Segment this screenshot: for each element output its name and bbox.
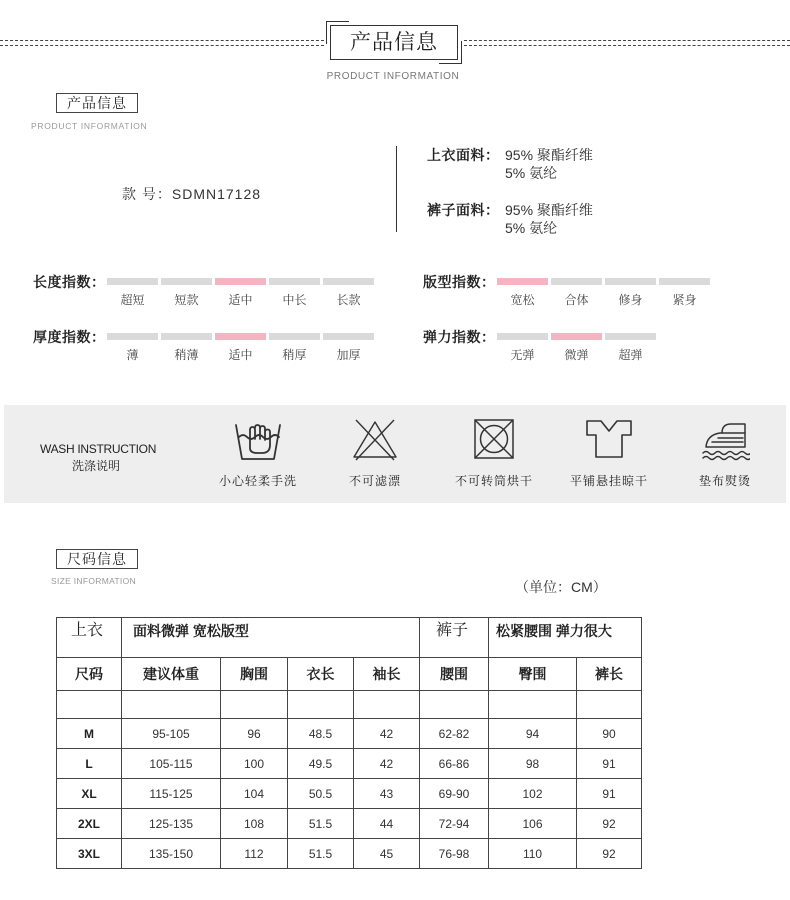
table-cell: 91 <box>577 779 642 809</box>
index-segment <box>497 333 548 340</box>
fabric-label: 裤子面料： <box>427 202 500 218</box>
wash-item-no-tumble-dry <box>439 416 549 496</box>
index-option-label: 适中 <box>228 348 253 362</box>
index-segment <box>323 278 374 285</box>
thickness-index-bar <box>107 333 374 340</box>
table-cell: 50.5 <box>288 779 354 809</box>
fabric-composition: 5% 氨纶 <box>505 165 558 181</box>
table-row-blank <box>57 691 642 719</box>
table-cell: 105-115 <box>122 749 221 779</box>
table-cell: 94 <box>489 719 577 749</box>
product-section-label: 产品信息 <box>56 93 138 113</box>
elasticity-index-options <box>497 348 656 362</box>
table-cell: 108 <box>221 809 288 839</box>
fit-index-options <box>497 293 710 307</box>
index-option-label: 宽松 <box>510 293 535 307</box>
column-header: 臀围 <box>489 658 577 691</box>
table-cell: 66-86 <box>420 749 489 779</box>
wash-item-iron-with-cloth <box>670 416 780 496</box>
style-number-label: 款 号： <box>122 186 172 202</box>
index-segment <box>107 333 158 340</box>
table-row <box>57 719 642 749</box>
table-cell: 51.5 <box>288 839 354 869</box>
do-not-bleach-icon <box>350 416 400 462</box>
index-segment-selected <box>551 333 602 340</box>
index-segment <box>605 333 656 340</box>
size-table <box>56 617 642 869</box>
elasticity-index <box>423 329 768 365</box>
length-index <box>33 274 378 310</box>
wash-item-no-bleach <box>320 416 430 496</box>
length-index-label: 长度指数： <box>33 274 106 290</box>
size-cell: 3XL <box>57 839 122 869</box>
wash-item-flat-hang-dry <box>554 416 664 496</box>
table-cell-empty <box>354 691 420 719</box>
header-dashed-line <box>0 45 324 46</box>
hand-wash-icon <box>233 416 283 462</box>
wash-label: 垫布熨烫 <box>698 474 751 488</box>
fit-index-bar <box>497 278 710 285</box>
table-row <box>57 779 642 809</box>
product-section-sublabel: PRODUCT INFORMATION <box>31 121 148 131</box>
index-segment <box>269 278 320 285</box>
table-row <box>57 839 642 869</box>
table-cell: 110 <box>489 839 577 869</box>
table-cell: 43 <box>354 779 420 809</box>
size-cell: M <box>57 719 122 749</box>
table-cell-empty <box>221 691 288 719</box>
page-title: 产品信息 <box>330 25 458 60</box>
fit-index-label: 版型指数： <box>423 274 496 290</box>
wash-label: 不可滤漂 <box>348 474 401 488</box>
index-option-label: 紧身 <box>672 293 697 307</box>
table-cell: 104 <box>221 779 288 809</box>
column-header: 袖长 <box>354 658 420 691</box>
header-dashed-line <box>464 40 790 41</box>
group-header-pants: 裤子 <box>420 618 489 658</box>
table-header-row <box>57 658 642 691</box>
index-segment <box>269 333 320 340</box>
table-cell: 76-98 <box>420 839 489 869</box>
table-cell: 92 <box>577 839 642 869</box>
index-option-label: 短款 <box>174 293 199 307</box>
size-cell: 2XL <box>57 809 122 839</box>
table-cell: 112 <box>221 839 288 869</box>
table-cell: 42 <box>354 749 420 779</box>
column-header: 建议体重 <box>122 658 221 691</box>
table-cell-empty <box>57 691 122 719</box>
table-cell-empty <box>420 691 489 719</box>
wash-title: WASH INSTRUCTION <box>40 442 157 456</box>
table-cell: 44 <box>354 809 420 839</box>
pants-fabric <box>427 201 647 237</box>
index-option-label: 稍薄 <box>174 348 199 362</box>
table-cell: 106 <box>489 809 577 839</box>
size-cell: XL <box>57 779 122 809</box>
table-cell: 42 <box>354 719 420 749</box>
table-cell: 125-135 <box>122 809 221 839</box>
table-cell: 91 <box>577 749 642 779</box>
group-header-pants-note: 松紧腰围 弹力很大 <box>489 618 642 658</box>
index-segment-selected <box>215 278 266 285</box>
thickness-index-options <box>107 348 374 362</box>
column-header: 裤长 <box>577 658 642 691</box>
size-section-label: 尺码信息 <box>56 549 138 569</box>
style-number-value: SDMN17128 <box>171 186 262 202</box>
fabric-label: 上衣面料： <box>427 147 500 163</box>
table-cell: 51.5 <box>288 809 354 839</box>
table-cell: 49.5 <box>288 749 354 779</box>
index-option-label: 稍厚 <box>282 348 307 362</box>
index-option-label: 微弹 <box>564 348 589 362</box>
header-dashed-line <box>0 40 324 41</box>
elasticity-index-label: 弹力指数： <box>423 329 496 345</box>
index-option-label: 超短 <box>120 293 145 307</box>
index-option-label: 加厚 <box>336 348 361 362</box>
table-cell-empty <box>122 691 221 719</box>
index-segment <box>605 278 656 285</box>
table-cell: 98 <box>489 749 577 779</box>
column-header: 胸围 <box>221 658 288 691</box>
column-header: 衣长 <box>288 658 354 691</box>
top-fabric <box>427 146 647 182</box>
wash-label: 不可转筒烘干 <box>454 474 533 488</box>
group-header-top: 上衣 <box>57 618 122 658</box>
table-cell: 62-82 <box>420 719 489 749</box>
table-cell: 69-90 <box>420 779 489 809</box>
index-segment-selected <box>497 278 548 285</box>
wash-instruction-panel <box>4 405 786 503</box>
fabric-composition: 5% 氨纶 <box>505 220 558 236</box>
table-cell: 135-150 <box>122 839 221 869</box>
style-number <box>122 186 261 202</box>
table-group-header-row <box>57 618 642 658</box>
index-segment <box>551 278 602 285</box>
page-subtitle: PRODUCT INFORMATION <box>326 71 460 82</box>
index-segment <box>161 333 212 340</box>
index-option-label: 无弹 <box>510 348 535 362</box>
table-cell: 115-125 <box>122 779 221 809</box>
group-header-top-note: 面料微弹 宽松版型 <box>122 618 420 658</box>
wash-label: 平铺悬挂晾干 <box>569 474 648 488</box>
do-not-tumble-dry-icon <box>469 416 519 462</box>
fit-index <box>423 274 768 310</box>
thickness-index <box>33 329 378 365</box>
index-segment <box>107 278 158 285</box>
table-cell: 72-94 <box>420 809 489 839</box>
size-section-sublabel: SIZE INFORMATION <box>51 576 136 586</box>
index-segment-selected <box>215 333 266 340</box>
wash-item-hand-wash <box>203 416 313 496</box>
unit-note: （单位：CM） <box>515 579 607 595</box>
table-cell-empty <box>288 691 354 719</box>
index-segment <box>323 333 374 340</box>
column-header: 尺码 <box>57 658 122 691</box>
index-option-label: 长款 <box>336 293 361 307</box>
header-dashed-line <box>464 45 790 46</box>
table-cell: 100 <box>221 749 288 779</box>
size-cell: L <box>57 749 122 779</box>
table-row <box>57 749 642 779</box>
table-cell: 95-105 <box>122 719 221 749</box>
index-option-label: 超弹 <box>618 348 643 362</box>
shirt-dry-icon <box>584 416 634 462</box>
index-option-label: 适中 <box>228 293 253 307</box>
length-index-bar <box>107 278 374 285</box>
table-row <box>57 809 642 839</box>
index-option-label: 中长 <box>282 293 307 307</box>
index-option-label: 薄 <box>126 348 139 362</box>
table-cell-empty <box>489 691 577 719</box>
length-index-options <box>107 293 374 307</box>
table-cell: 48.5 <box>288 719 354 749</box>
table-cell-empty <box>577 691 642 719</box>
column-header: 腰围 <box>420 658 489 691</box>
table-cell: 96 <box>221 719 288 749</box>
wash-label: 小心轻柔手洗 <box>218 474 297 488</box>
index-option-label: 修身 <box>618 293 643 307</box>
iron-with-cloth-icon <box>700 416 750 462</box>
index-segment <box>659 278 710 285</box>
size-table-body <box>57 618 642 869</box>
fabric-composition: 95% 聚酯纤维 <box>505 147 593 163</box>
thickness-index-label: 厚度指数： <box>33 329 106 345</box>
index-option-label: 合体 <box>564 293 589 307</box>
table-cell: 45 <box>354 839 420 869</box>
table-cell: 92 <box>577 809 642 839</box>
table-cell: 102 <box>489 779 577 809</box>
index-segment <box>161 278 212 285</box>
elasticity-index-bar <box>497 333 656 340</box>
fabric-composition: 95% 聚酯纤维 <box>505 202 593 218</box>
wash-subtitle: 洗涤说明 <box>72 459 121 473</box>
table-cell: 90 <box>577 719 642 749</box>
divider <box>396 146 397 232</box>
